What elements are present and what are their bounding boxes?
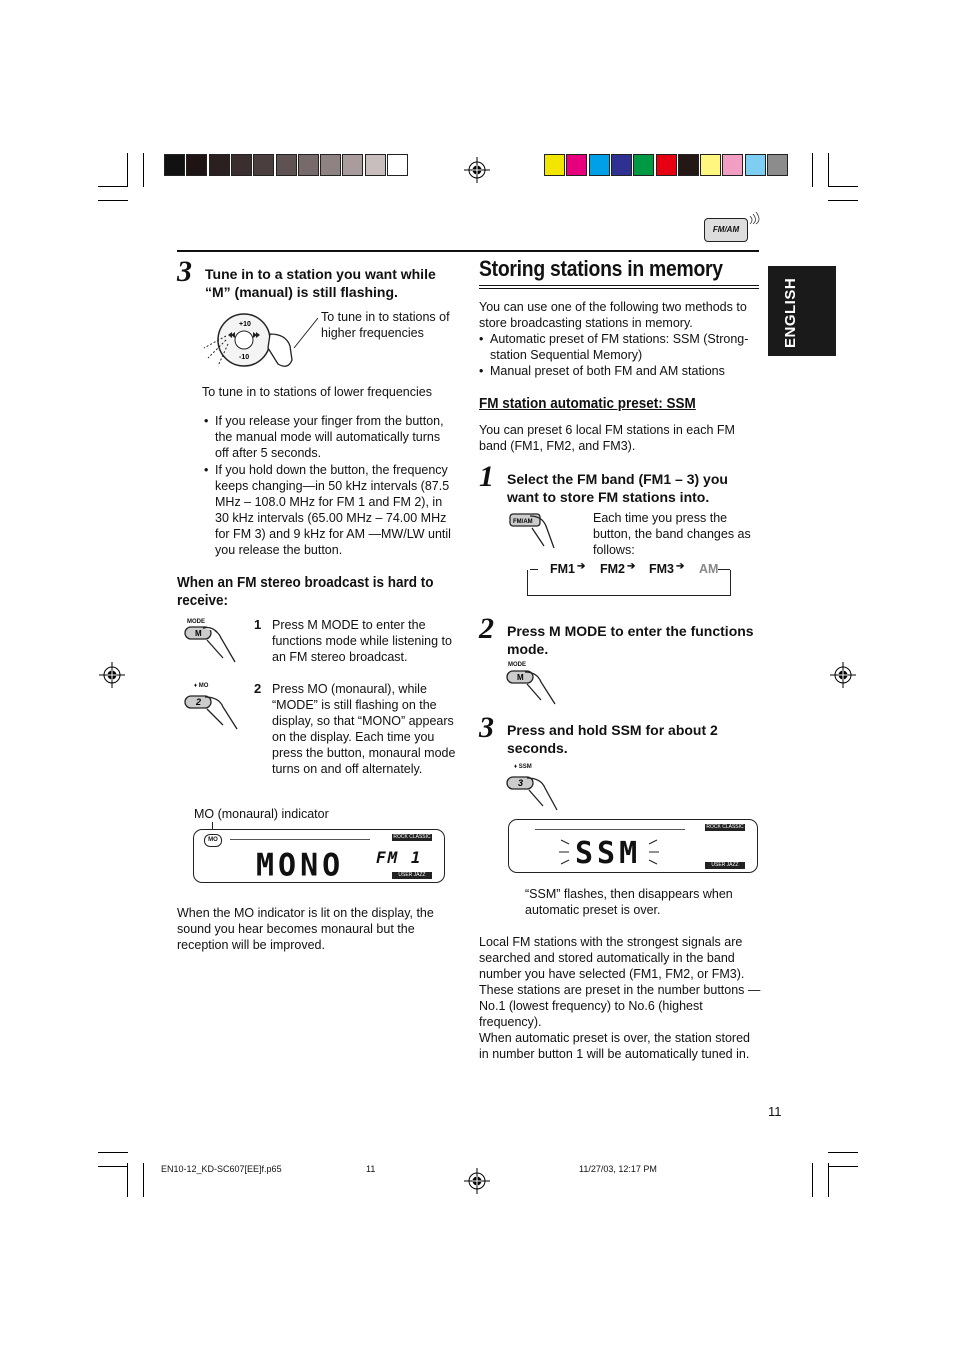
- color-swatch: [611, 154, 632, 176]
- title-rule: [479, 285, 759, 286]
- mo-button-tag: ♦ MO: [194, 683, 209, 689]
- display-band: FM 1: [376, 848, 423, 867]
- tuning-notes-list: [204, 413, 454, 558]
- list-item: • Manual preset of both FM and AM stations: [479, 363, 761, 379]
- color-swatch: [678, 154, 699, 176]
- methods-list: [479, 331, 761, 379]
- fm-am-header-icon: [704, 218, 748, 242]
- footer-file: EN10-12_KD-SC607[EE]f.p65: [161, 1164, 282, 1174]
- color-swatch: [387, 154, 408, 176]
- band-label: FM2: [600, 562, 625, 576]
- color-swatch: [767, 154, 788, 176]
- control-pad-illustration: [198, 308, 318, 376]
- registration-mark-icon: [464, 1168, 490, 1194]
- step-number: 1: [479, 460, 494, 493]
- color-swatch: [298, 154, 319, 176]
- color-swatch: [186, 154, 207, 176]
- band-label: AM: [699, 562, 719, 576]
- ssm-button-tag: ♦ SSM: [514, 764, 532, 770]
- svg-text:2: 2: [196, 697, 202, 707]
- registration-mark-icon: [99, 662, 125, 688]
- step-instruction: Press and hold SSM for about 2 seconds.: [507, 722, 718, 756]
- header-rule: [177, 250, 759, 252]
- level-meter: [230, 839, 370, 840]
- color-swatch: [365, 154, 386, 176]
- svg-text:3: 3: [518, 778, 524, 788]
- ssm-display-caption: “SSM” flashes, then disappears when automatic preset is over.: [525, 887, 733, 917]
- language-tab: [768, 266, 836, 356]
- footer-page: 11: [366, 1164, 376, 1174]
- flash-rays-icon: [559, 834, 659, 870]
- mo-badge: MO: [204, 834, 222, 847]
- step-number: 3: [177, 255, 192, 288]
- mode-button-tag: MODE: [187, 619, 205, 625]
- ssm-button-illustration: [505, 774, 559, 814]
- tag-user-jazz: USER JAZZ: [705, 862, 745, 869]
- arrow-right-icon: ➔: [577, 561, 586, 572]
- color-swatch: [209, 154, 230, 176]
- mode-button-illustration: [183, 624, 239, 664]
- band-change-caption: Each time you press the button, the band changes as follows:: [593, 511, 751, 557]
- sub-step-number: 1: [254, 617, 262, 632]
- step-instruction: Tune in to a station you want while “M” (manual) is still flashing.: [205, 266, 436, 300]
- color-swatch: [231, 154, 252, 176]
- sub-step-text: Press M MODE to enter the functions mode while listening to an FM stereo broadcast.: [272, 618, 452, 664]
- color-swatch: [253, 154, 274, 176]
- level-meter: [535, 829, 685, 830]
- svg-text:M: M: [517, 673, 524, 682]
- pad-down-label: -10: [239, 354, 250, 361]
- color-swatch: [589, 154, 610, 176]
- ssm-intro: You can preset 6 local FM stations in each FM band (FM1, FM2, and FM3).: [479, 423, 735, 453]
- band-cycle: [530, 562, 730, 578]
- list-item: • If you release your finger from the button, the manual mode will automatically turns off after 5 seconds.: [204, 413, 454, 461]
- step-number: 3: [479, 711, 494, 744]
- color-swatch: [342, 154, 363, 176]
- step-instruction: Select the FM band (FM1 – 3) you want to store FM stations into.: [507, 471, 728, 505]
- language-tab-label: ENGLISH: [782, 277, 799, 348]
- svg-text:FM/AM: FM/AM: [513, 519, 533, 525]
- tag-rock-classic: ROCK CLASSIC: [706, 824, 744, 830]
- stereo-heading: When an FM stereo broadcast is hard to receive:: [177, 574, 434, 609]
- color-swatch: [164, 154, 185, 176]
- tag-user-jazz: USER JAZZ: [392, 872, 432, 879]
- svg-text:M: M: [195, 629, 202, 638]
- title-rule: [479, 288, 759, 289]
- pad-up-label: +10: [239, 321, 251, 328]
- lower-frequencies-caption: To tune in to stations of lower frequencies: [202, 385, 432, 399]
- page-number: 11: [768, 1104, 782, 1119]
- signal-waves-icon: [748, 212, 762, 226]
- closing-paragraph: Local FM stations with the strongest signals are searched and stored automatically in the band number you have selected (FM1, FM2, or FM3). These stations are preset in the number buttons —No.1 (lowest frequency) to No.6 (highest frequency).: [479, 935, 761, 1029]
- ssm-closing-text: [479, 934, 761, 1062]
- mono-lcd-display: [193, 829, 445, 883]
- closing-paragraph: When automatic preset is over, the station stored in number button 1 will be automatically tuned in.: [479, 1031, 750, 1061]
- registration-mark-icon: [464, 157, 490, 183]
- band-label: FM3: [649, 562, 674, 576]
- list-item: • Automatic preset of FM stations: SSM (Strong-station Sequential Memory): [479, 331, 761, 363]
- color-swatch: [320, 154, 341, 176]
- tag-rock-classic: ROCK CLASSIC: [393, 834, 431, 840]
- higher-frequencies-caption: To tune in to stations of higher frequencies: [321, 310, 450, 340]
- band-label: FM1: [550, 562, 575, 576]
- color-swatch: [656, 154, 677, 176]
- page-title: Storing stations in memory: [479, 256, 723, 281]
- mo-indicator-caption: MO (monaural) indicator: [194, 807, 329, 821]
- step-instruction: Press M MODE to enter the functions mode.: [507, 623, 754, 657]
- display-main: SSM: [575, 836, 642, 871]
- color-swatch: [276, 154, 297, 176]
- mo-button-illustration: [183, 693, 241, 733]
- step-number: 2: [479, 612, 494, 645]
- fm-am-button-illustration: [508, 512, 556, 552]
- intro-text: You can use one of the following two methods to store broadcasting stations in memory.: [479, 300, 747, 330]
- mode-button-tag: MODE: [508, 662, 526, 668]
- color-swatch: [745, 154, 766, 176]
- display-main: MONO: [256, 847, 345, 884]
- footer-date: 11/27/03, 12:17 PM: [579, 1164, 657, 1174]
- ssm-heading: FM station automatic preset: SSM: [479, 395, 696, 412]
- color-swatch: [544, 154, 565, 176]
- registration-mark-icon: [830, 662, 856, 688]
- color-swatch: [566, 154, 587, 176]
- sub-step-text: Press MO (monaural), while “MODE” is still flashing on the display, so that “MONO” appears on the display. Each time you press the button, monaural mode turns on and off alternately.: [272, 682, 456, 776]
- sub-step-number: 2: [254, 681, 262, 696]
- list-item: • If you hold down the button, the frequency keeps changing—in 50 kHz intervals (87.5 MHz – 108.0 MHz for FM 1 and FM 2), in 30 kHz intervals (65.00 MHz – 74.00 MHz for FM 3) and 9 kHz for AM —MW/LW until you release the button.: [204, 462, 454, 558]
- color-swatch: [633, 154, 654, 176]
- mode-button-illustration: [505, 668, 557, 708]
- stereo-closing-text: When the MO indicator is lit on the display, the sound you hear becomes monaural but the reception will be improved.: [177, 906, 434, 952]
- fm-am-header-label: FM/AM: [712, 225, 740, 234]
- color-swatch: [722, 154, 743, 176]
- arrow-right-icon: ➔: [676, 561, 685, 572]
- arrow-right-icon: ➔: [627, 561, 636, 572]
- ssm-lcd-display: [508, 819, 758, 873]
- color-swatch: [700, 154, 721, 176]
